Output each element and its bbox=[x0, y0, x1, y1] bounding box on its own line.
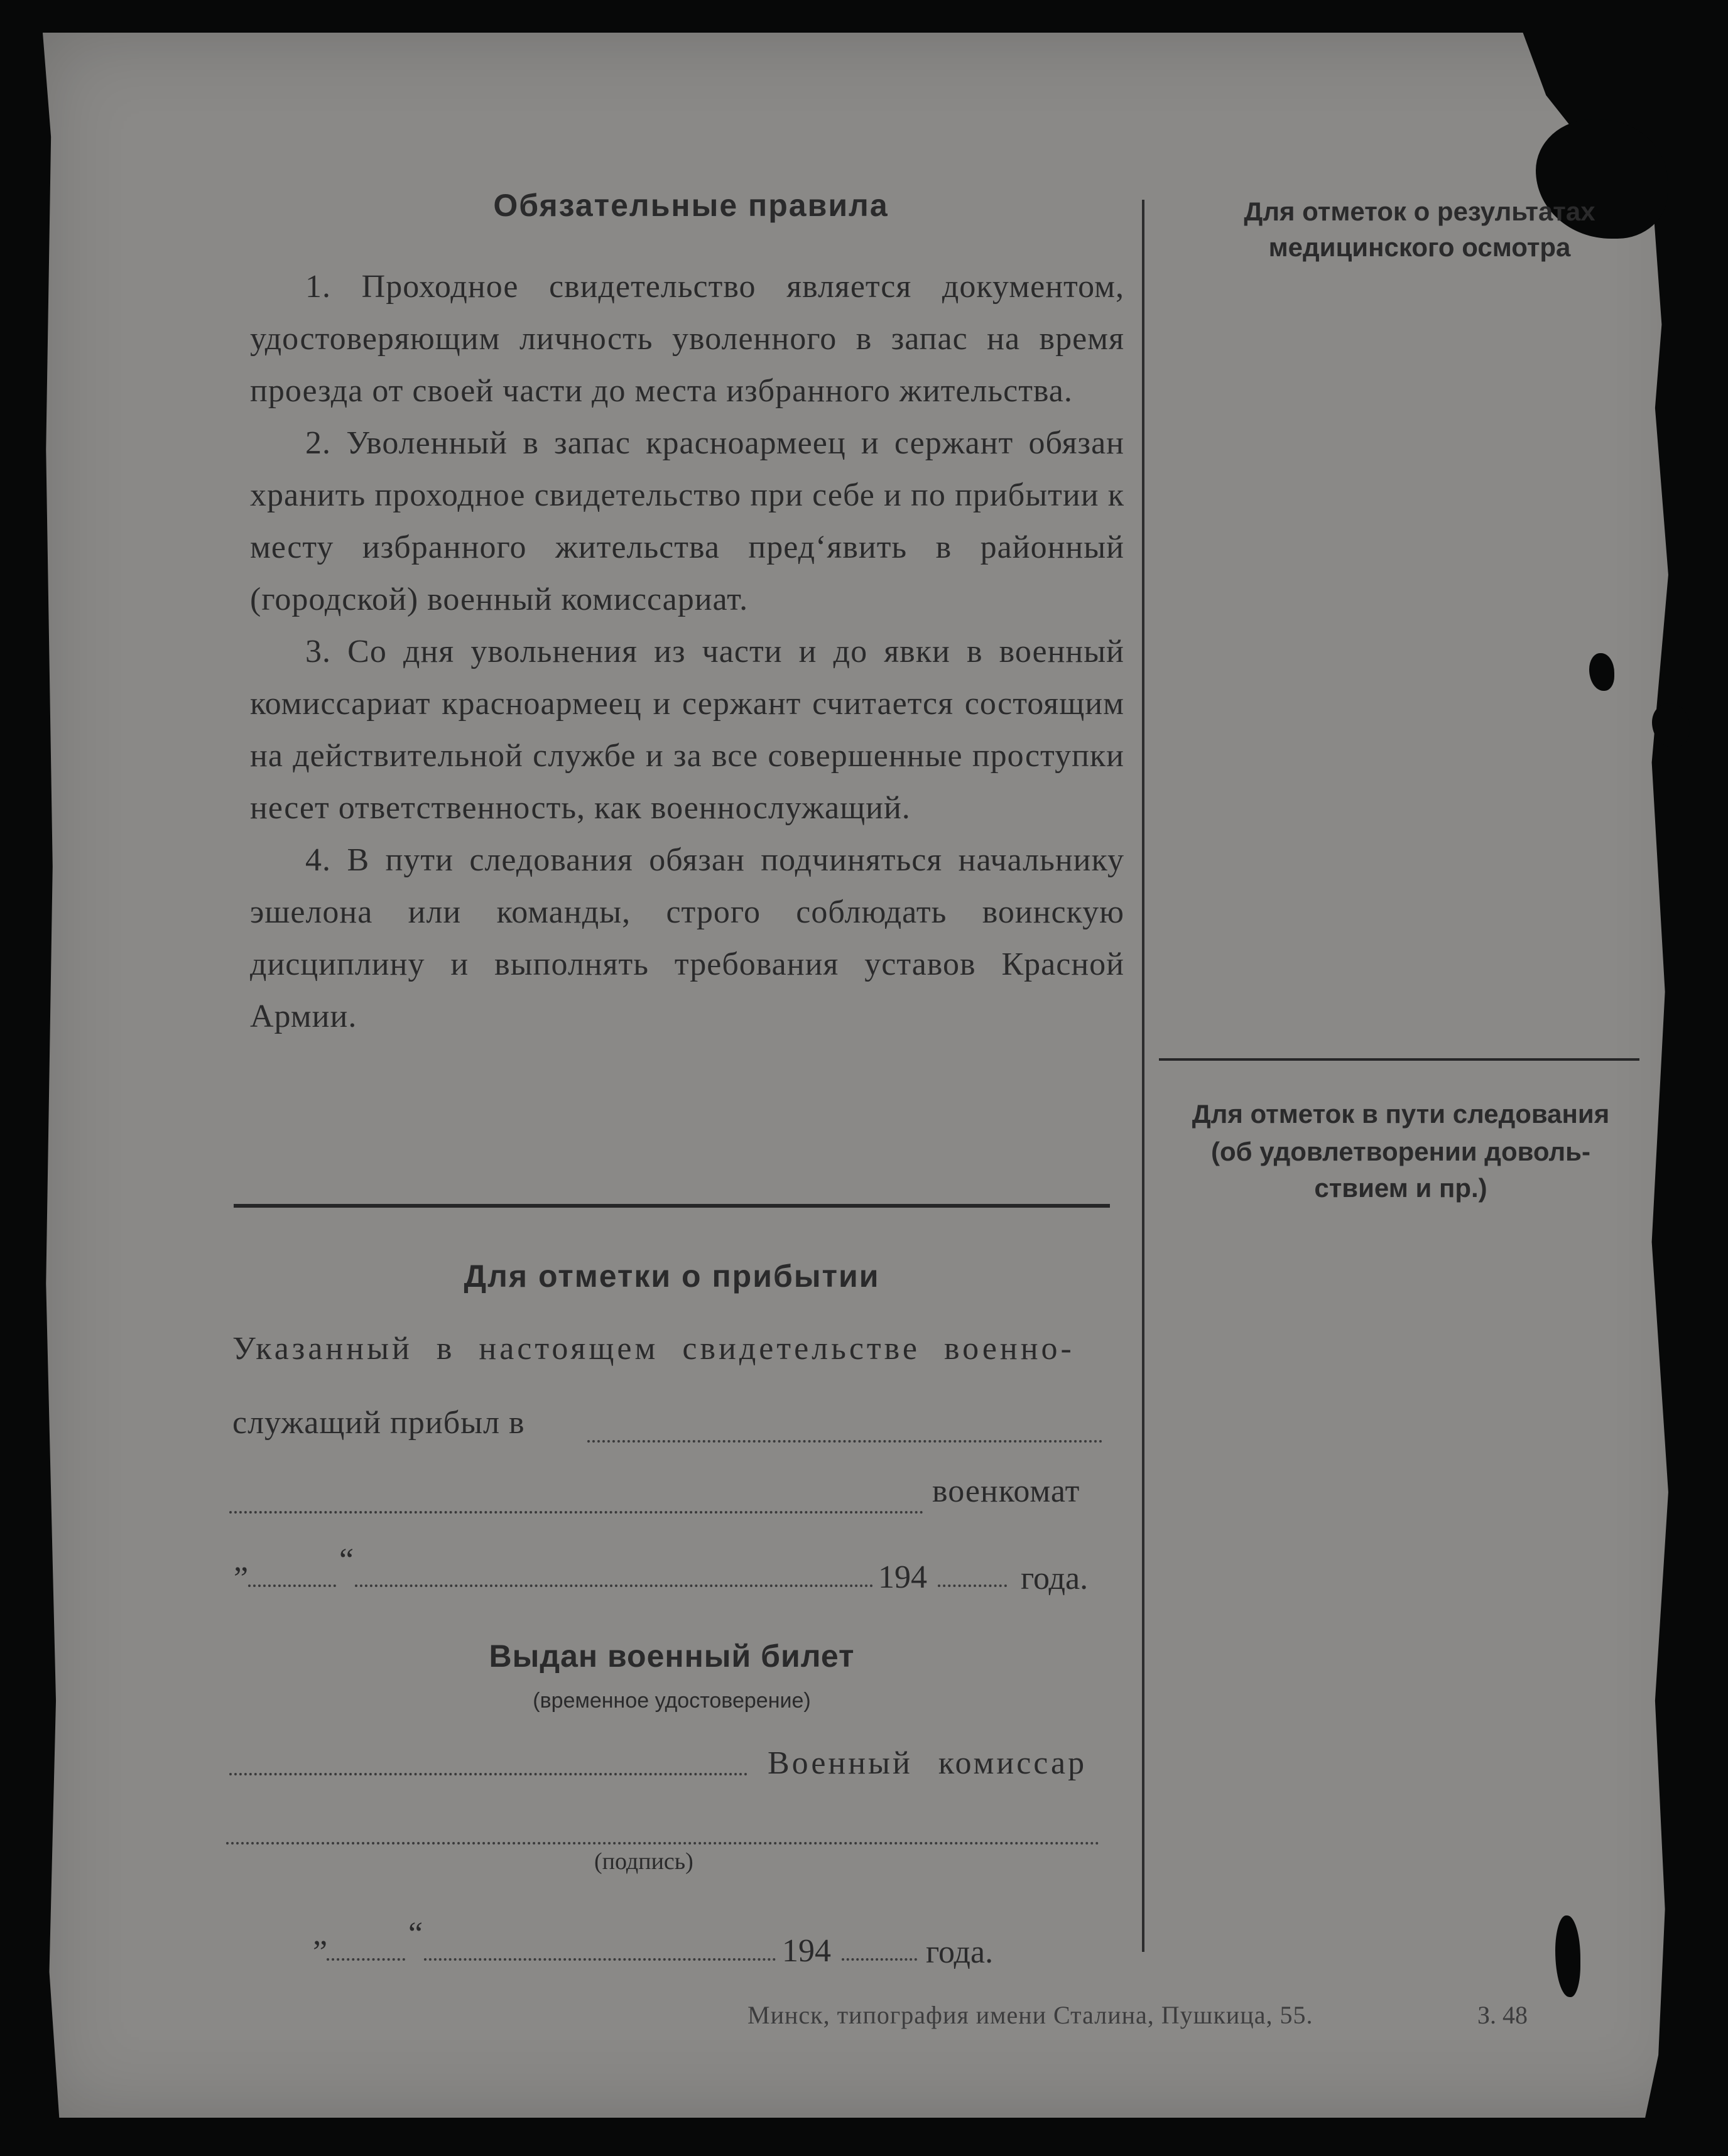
issue-date-close-quote: “ bbox=[408, 1916, 423, 1952]
arrival-year-suffix: года. bbox=[1021, 1561, 1089, 1596]
medical-heading-2: медицинского осмотра bbox=[1268, 232, 1571, 262]
rule-item-2: 2. Уволенный в запас красноармеец и сержант обязан хранить проходное свидетельство при себе и по прибытии к месту избранного жительства пред‘явить в районный (городской) военный комиссариат. bbox=[250, 425, 1124, 617]
paper-tear bbox=[1652, 703, 1690, 747]
commissariat-field[interactable] bbox=[229, 1511, 923, 1514]
travel-heading-1: Для отметок в пути следования bbox=[1192, 1099, 1610, 1129]
arrival-line-1: Указанный в настоящем свидетельстве военно- bbox=[232, 1331, 1075, 1367]
signature-label: (подпись) bbox=[594, 1848, 693, 1875]
printer-imprint: Минск, типография имени Сталина, Пушкица, 55. bbox=[747, 2001, 1313, 2029]
arrival-month-field[interactable] bbox=[355, 1584, 873, 1587]
rules-title: Обязательные правила bbox=[493, 188, 889, 223]
arrival-year-prefix: 194 bbox=[878, 1559, 927, 1595]
commissariat-label: военкомат bbox=[932, 1473, 1080, 1509]
signature-field[interactable] bbox=[226, 1842, 1099, 1845]
rule-item-3: 3. Со дня увольнения из части и до явки в военный комиссариат красноармеец и сержант считается состоящим на действительной службе и за все совершенные проступки несет ответственность, как военнослужащий. bbox=[250, 634, 1124, 826]
section-divider bbox=[234, 1204, 1110, 1208]
arrival-date-open-quote: „ bbox=[234, 1542, 249, 1578]
medical-heading-1: Для отметок о результатах bbox=[1244, 197, 1595, 226]
issue-year-suffix: года. bbox=[926, 1934, 994, 1970]
rule-item-4: 4. В пути следования обязан подчиняться начальнику эшелона или команды, строго соблюдать воинскую дисциплину и выполнять требования уставов Красной Армии. bbox=[250, 842, 1124, 1034]
issue-year-field[interactable] bbox=[842, 1958, 917, 1961]
column-divider bbox=[1142, 200, 1144, 1952]
arrival-day-field[interactable] bbox=[248, 1584, 336, 1587]
military-ticket-title: Выдан военный билет bbox=[489, 1639, 855, 1674]
issue-month-field[interactable] bbox=[424, 1958, 776, 1961]
travel-heading-3: ствием и пр.) bbox=[1314, 1173, 1487, 1203]
arrival-line-2-label: служащий прибыл в bbox=[232, 1405, 525, 1441]
arrival-title: Для отметки о прибытии bbox=[464, 1259, 880, 1294]
rule-item-1: 1. Проходное свидетельство является документом, удостоверяющим личность уволенного в запас на время проезда от своей части до места избранного жительства. bbox=[250, 269, 1124, 409]
issue-day-field[interactable] bbox=[327, 1958, 405, 1961]
arrival-year-field[interactable] bbox=[938, 1584, 1007, 1587]
order-number: З. 48 bbox=[1477, 2001, 1528, 2029]
issue-year-prefix: 194 bbox=[782, 1933, 831, 1969]
right-section-divider bbox=[1159, 1058, 1639, 1061]
rules-list bbox=[250, 261, 1124, 1043]
military-ticket-subtitle: (временное удостоверение) bbox=[533, 1689, 811, 1713]
arrival-date-close-quote: “ bbox=[339, 1542, 354, 1578]
arrival-place-field[interactable] bbox=[587, 1440, 1102, 1443]
commissar-label: Военный комиссар bbox=[768, 1745, 1087, 1781]
issue-date-open-quote: „ bbox=[313, 1916, 328, 1952]
travel-heading-2: (об удовлетворении доволь- bbox=[1211, 1137, 1590, 1166]
commissar-name-field[interactable] bbox=[229, 1773, 747, 1775]
